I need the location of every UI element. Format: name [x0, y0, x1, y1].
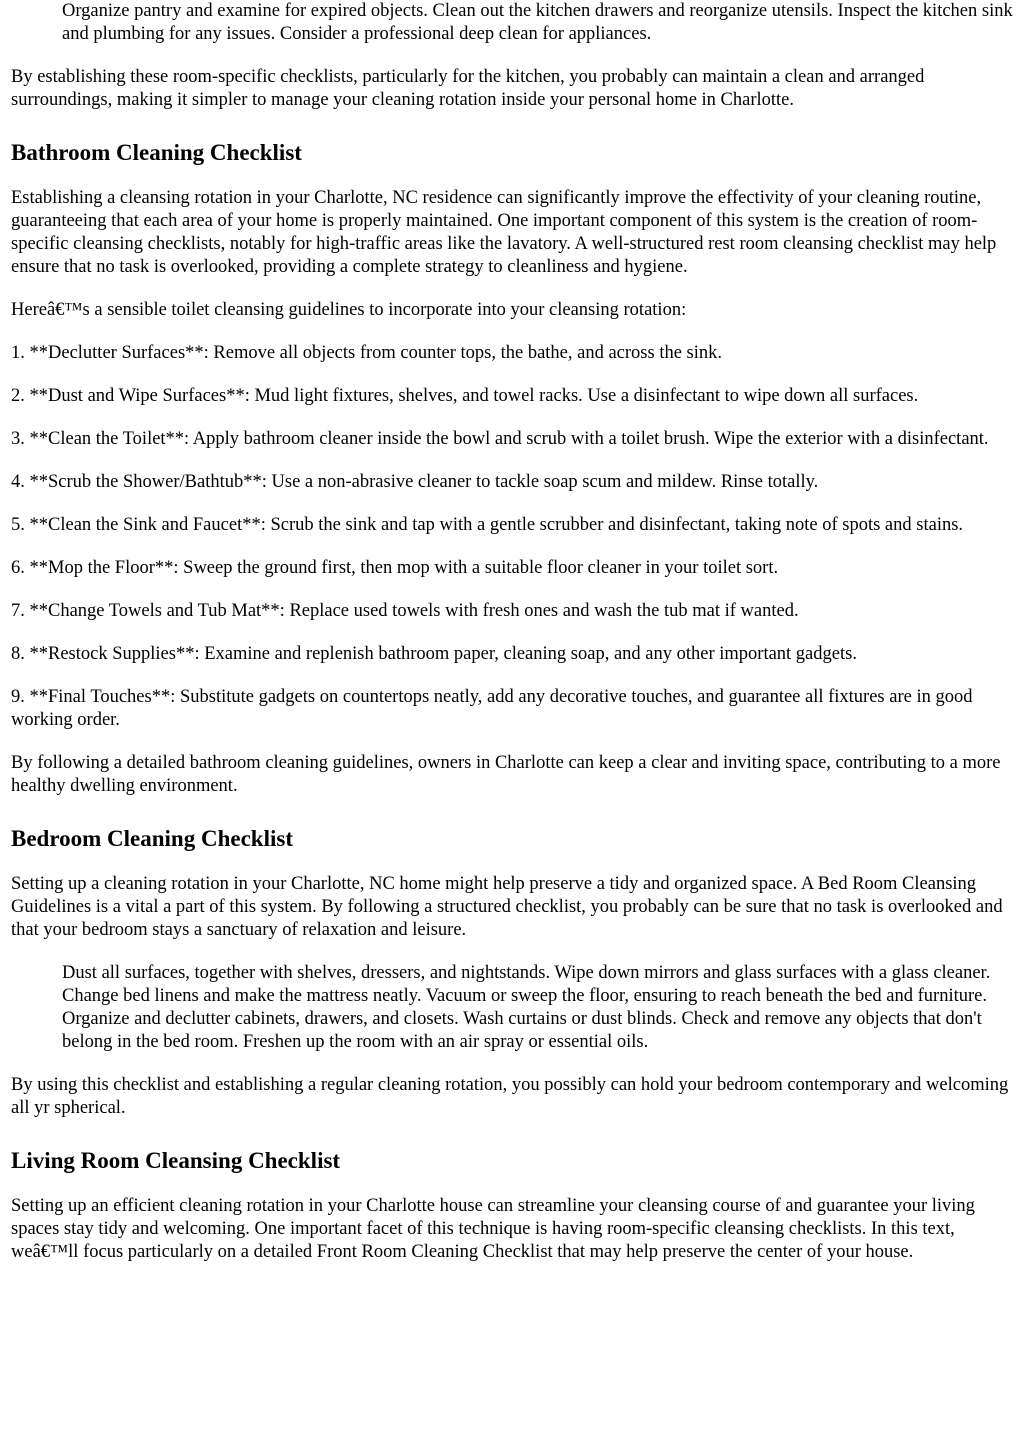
- bathroom-intro-paragraph: Establishing a cleansing rotation in your Charlotte, NC residence can significantly improve the effectivity of your cleaning routine, guaranteeing that each area of your home is properly maintained. One important component of this system is the creation of room-specific cleansing checklists, notably for high-traffic areas like the lavatory. A well-structured rest room cleansing checklist may help ensure that no task is overlooked, providing a complete strategy to cleanliness and hygiene.: [11, 188, 997, 277]
- bathroom-step: 8. **Restock Supplies**: Examine and replenish bathroom paper, cleaning soap, and any other important gadgets.: [11, 644, 857, 664]
- kitchen-checklist-quote: Organize pantry and examine for expired objects. Clean out the kitchen drawers and reorganize utensils. Inspect the kitchen sink and plumbing for any issues. Consider a professional deep clean for appliances.: [62, 1, 1013, 44]
- kitchen-conclusion-paragraph: By establishing these room-specific checklists, particularly for the kitchen, you probably can maintain a clean and arranged surroundings, making it simpler to manage your cleaning rotation inside your personal home in Charlotte.: [11, 67, 925, 110]
- bathroom-lead-paragraph: Hereâ€™s a sensible toilet cleansing guidelines to incorporate into your cleansing rotation:: [11, 300, 687, 320]
- bedroom-conclusion-paragraph: By using this checklist and establishing a regular cleaning rotation, you possibly can hold your bedroom contemporary and welcoming all yr spherical.: [11, 1075, 1009, 1118]
- bathroom-step: 4. **Scrub the Shower/Bathtub**: Use a non-abrasive cleaner to tackle soap scum and mildew. Rinse totally.: [11, 472, 819, 492]
- bathroom-step: 7. **Change Towels and Tub Mat**: Replace used towels with fresh ones and wash the tub mat if wanted.: [11, 601, 799, 621]
- bathroom-step: 3. **Clean the Toilet**: Apply bathroom cleaner inside the bowl and scrub with a toilet brush. Wipe the exterior with a disinfectant.: [11, 429, 989, 449]
- bathroom-step: 2. **Dust and Wipe Surfaces**: Mud light fixtures, shelves, and towel racks. Use a disinfectant to wipe down all surfaces.: [11, 386, 919, 406]
- bathroom-heading: Bathroom Cleaning Checklist: [11, 140, 302, 165]
- living-room-intro-paragraph: Setting up an efficient cleaning rotation in your Charlotte house can streamline your cleansing course of and guarantee your living spaces stay tidy and welcoming. One important facet of this technique is having room-specific cleansing checklists. In this text, weâ€™ll focus particularly on a detailed Front Room Cleaning Checklist that may help preserve the center of your house.: [11, 1196, 975, 1262]
- bedroom-intro-paragraph: Setting up a cleaning rotation in your Charlotte, NC home might help preserve a tidy and organized space. A Bed Room Cleansing Guidelines is a vital a part of this system. By following a structured checklist, you probably can be sure that no task is overlooked and that your bedroom stays a sanctuary of relaxation and leisure.: [11, 874, 1003, 940]
- bathroom-step: 5. **Clean the Sink and Faucet**: Scrub the sink and tap with a gentle scrubber and disinfectant, taking note of spots and stains.: [11, 515, 964, 535]
- bedroom-heading: Bedroom Cleaning Checklist: [11, 826, 293, 851]
- bathroom-step: 9. **Final Touches**: Substitute gadgets on countertops neatly, add any decorative touches, and guarantee all fixtures are in good working order.: [11, 687, 973, 730]
- bathroom-step: 1. **Declutter Surfaces**: Remove all objects from counter tops, the bathe, and across the sink.: [11, 343, 723, 363]
- bedroom-checklist-quote: Dust all surfaces, together with shelves, dressers, and nightstands. Wipe down mirrors and glass surfaces with a glass cleaner. Change bed linens and make the mattress neatly. Vacuum or sweep the floor, ensuring to reach beneath the bed and furniture. Organize and declutter cabinets, drawers, and closets. Wash curtains or dust blinds. Check and remove any objects that don't belong in the bed room. Freshen up the room with an air spray or essential oils.: [62, 963, 991, 1052]
- bathroom-conclusion-paragraph: By following a detailed bathroom cleaning guidelines, owners in Charlotte can keep a clear and inviting space, contributing to a more healthy dwelling environment.: [11, 753, 1001, 796]
- bathroom-step: 6. **Mop the Floor**: Sweep the ground first, then mop with a suitable floor cleaner in your toilet sort.: [11, 558, 779, 578]
- living-room-heading: Living Room Cleansing Checklist: [11, 1148, 341, 1173]
